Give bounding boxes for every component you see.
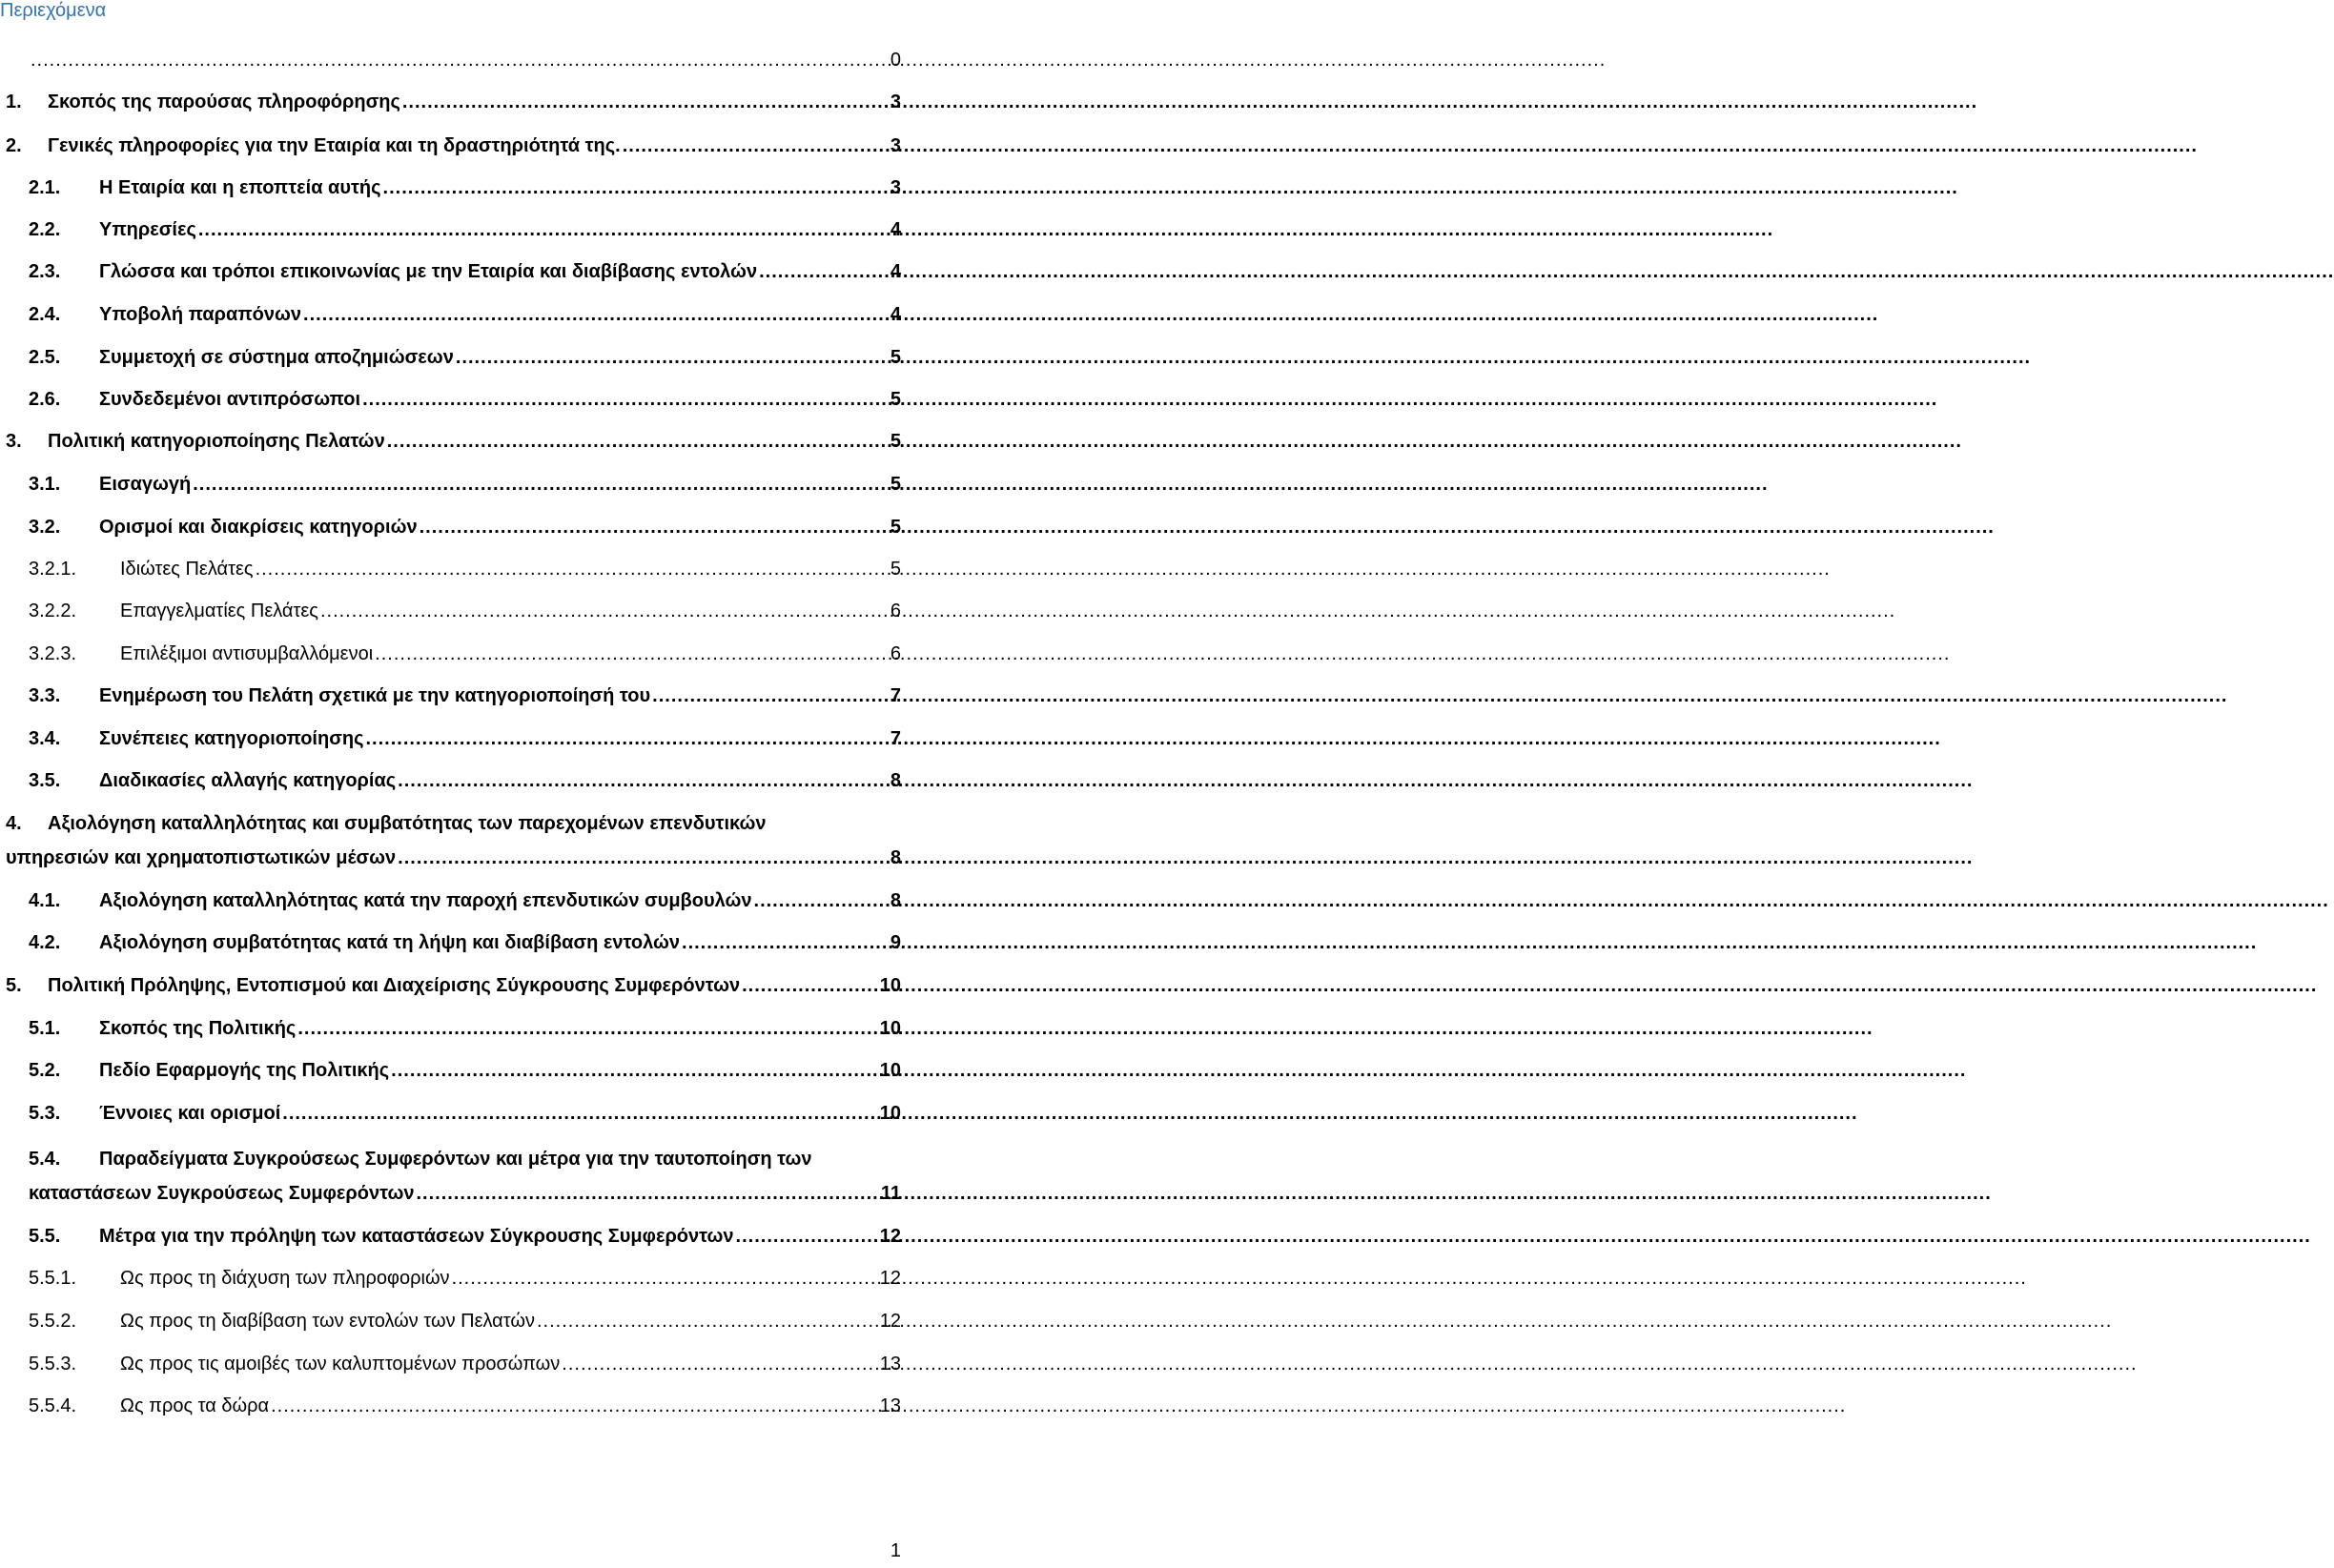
dot-leader bbox=[362, 387, 888, 412]
toc-label: Έννοιες και ορισμοί bbox=[99, 1103, 281, 1124]
toc-number: 5.1. bbox=[29, 1018, 61, 1039]
toc-entry[interactable] bbox=[29, 641, 901, 666]
toc-entry[interactable] bbox=[29, 1352, 901, 1376]
toc-number: 4. bbox=[6, 813, 22, 834]
toc-label-continued: υπηρεσιών και χρηματοπιστωτικών μέσων bbox=[6, 847, 397, 868]
toc-number: 2.3. bbox=[29, 261, 61, 282]
toc-entry[interactable] bbox=[6, 133, 901, 158]
toc-entry-line2[interactable] bbox=[29, 1181, 901, 1206]
toc-page-number: 6 bbox=[890, 643, 901, 664]
toc-label: Εισαγωγή bbox=[99, 474, 192, 495]
toc-entry[interactable] bbox=[29, 726, 901, 751]
dot-leader bbox=[537, 1309, 878, 1334]
toc-entry[interactable] bbox=[29, 1266, 901, 1291]
toc-page-number: 8 bbox=[890, 770, 901, 791]
toc-label: Ορισμοί και διακρίσεις κατηγοριών bbox=[99, 517, 418, 538]
page-number: 1 bbox=[890, 1540, 901, 1561]
toc-page-number: 5 bbox=[890, 389, 901, 410]
dot-leader bbox=[31, 48, 888, 72]
dot-leader bbox=[193, 472, 888, 497]
toc-number: 5.5.4. bbox=[29, 1395, 77, 1416]
toc-page-number: 11 bbox=[880, 1183, 901, 1204]
toc-heading: Περιεχόμενα bbox=[0, 0, 107, 21]
toc-label: Συνέπειες κατηγοριοποίησης bbox=[99, 728, 364, 749]
toc-label-continued: καταστάσεων Συγκρούσεως Συμφερόντων bbox=[29, 1183, 415, 1204]
dot-leader bbox=[366, 726, 889, 751]
toc-number: 5.4. bbox=[29, 1149, 61, 1170]
toc-number: 5.3. bbox=[29, 1103, 61, 1124]
toc-entry[interactable] bbox=[29, 1309, 901, 1334]
toc-number: 5.2. bbox=[29, 1060, 61, 1081]
toc-page-number: 5 bbox=[890, 559, 901, 580]
toc-page-number: 4 bbox=[890, 304, 901, 325]
toc-number: 3.2.3. bbox=[29, 643, 77, 664]
toc-page-number: 10 bbox=[879, 1060, 901, 1081]
toc-label: Η Εταιρία και η εποπτεία αυτής bbox=[99, 177, 381, 198]
toc-label: Επαγγελματίες Πελάτες bbox=[120, 601, 318, 621]
toc-entry[interactable] bbox=[29, 768, 901, 793]
toc-entry[interactable] bbox=[29, 1016, 901, 1041]
toc-page-number: 6 bbox=[890, 601, 901, 621]
toc-page-number: 13 bbox=[879, 1395, 901, 1416]
toc-entry-line1[interactable] bbox=[29, 1147, 901, 1171]
dot-leader bbox=[383, 175, 888, 200]
dot-leader bbox=[282, 1101, 877, 1126]
toc-number: 4.2. bbox=[29, 932, 61, 953]
toc-label: Σκοπός της Πολιτικής bbox=[99, 1018, 297, 1039]
toc-number: 2.4. bbox=[29, 304, 61, 325]
toc-entry[interactable] bbox=[29, 599, 901, 623]
toc-label: Ενημέρωση του Πελάτη σχετικά με την κατηγοριοποίησή του bbox=[99, 685, 651, 706]
dot-leader bbox=[754, 888, 888, 913]
toc-label: Υπηρεσίες bbox=[99, 219, 196, 240]
toc-page-number: 4 bbox=[890, 219, 901, 240]
toc-entry[interactable] bbox=[29, 259, 901, 284]
toc-entry[interactable] bbox=[6, 429, 901, 454]
toc-label: Μέτρα για την πρόληψη των καταστάσεων Σύγκρουσης Συμφερόντων bbox=[99, 1226, 734, 1247]
toc-page-number: 5 bbox=[890, 431, 901, 452]
toc-label: Παραδείγματα Συγκρούσεως Συμφερόντων και μέτρα για την ταυτοποίηση των bbox=[99, 1149, 812, 1170]
dot-leader bbox=[417, 1181, 879, 1206]
toc-number: 1. bbox=[6, 92, 22, 112]
toc-page-number: 10 bbox=[879, 1103, 901, 1124]
toc-entry[interactable] bbox=[29, 683, 901, 708]
toc-entry[interactable] bbox=[29, 48, 901, 72]
toc-label: Συμμετοχή σε σύστημα αποζημιώσεων bbox=[99, 347, 454, 368]
dot-leader bbox=[736, 1224, 878, 1249]
toc-number: 3. bbox=[6, 431, 22, 452]
toc-label: Ως προς τη διάχυση των πληροφοριών bbox=[120, 1268, 450, 1289]
toc-label: Γλώσσα και τρόποι επικοινωνίας με την Εταιρία και διαβίβασης εντολών bbox=[99, 261, 758, 282]
toc-page-number: 12 bbox=[879, 1226, 901, 1247]
toc-label: Πολιτική Πρόληψης, Εντοπισμού και Διαχείρισης Σύγκρουσης Συμφερόντων bbox=[48, 975, 741, 996]
toc-page-number: 5 bbox=[890, 347, 901, 368]
toc-number: 5.5.1. bbox=[29, 1268, 77, 1289]
toc-page-number: 7 bbox=[890, 685, 901, 706]
toc-label: Αξιολόγηση καταλληλότητας κατά την παροχή επενδυτικών συμβουλών bbox=[99, 890, 752, 911]
toc-number: 2. bbox=[6, 135, 22, 156]
toc-page-number: 5 bbox=[890, 517, 901, 538]
toc-page-number: 10 bbox=[879, 975, 901, 996]
toc-page-number: 12 bbox=[879, 1311, 901, 1332]
toc-page-number: 13 bbox=[879, 1354, 901, 1375]
dot-leader bbox=[320, 599, 888, 623]
dot-leader bbox=[742, 973, 878, 998]
toc-entry[interactable] bbox=[6, 90, 901, 114]
toc-page-number: 7 bbox=[890, 728, 901, 749]
dot-leader bbox=[198, 217, 888, 242]
dot-leader bbox=[652, 683, 888, 708]
toc-number: 5.5.3. bbox=[29, 1354, 77, 1375]
toc-entry[interactable] bbox=[29, 175, 901, 200]
toc-number: 2.6. bbox=[29, 389, 61, 410]
toc-label: Ως προς τη διαβίβαση των εντολών των Πελατών bbox=[120, 1311, 535, 1332]
toc-label: Πεδίο Εφαρμογής της Πολιτικής bbox=[99, 1060, 390, 1081]
toc-entry[interactable] bbox=[29, 1394, 901, 1418]
dot-leader bbox=[562, 1352, 877, 1376]
toc-entry[interactable] bbox=[29, 472, 901, 497]
dot-leader bbox=[271, 1394, 878, 1418]
dot-leader bbox=[375, 641, 888, 666]
dot-leader bbox=[759, 259, 888, 284]
toc-page-number: 4 bbox=[890, 261, 901, 282]
toc-page-number: 8 bbox=[890, 890, 901, 911]
toc-page-number: 3 bbox=[890, 92, 901, 112]
toc-number: 2.2. bbox=[29, 219, 61, 240]
toc-page-number: 5 bbox=[890, 474, 901, 495]
toc-number: 3.2. bbox=[29, 517, 61, 538]
toc-entry-line2[interactable] bbox=[6, 845, 901, 870]
toc-number: 5.5. bbox=[29, 1226, 61, 1247]
toc-label: Ως προς τις αμοιβές των καλυπτομένων προσώπων bbox=[120, 1354, 561, 1375]
dot-leader bbox=[623, 133, 888, 158]
dot-leader bbox=[391, 1058, 878, 1083]
toc-page-number: 9 bbox=[890, 932, 901, 953]
dot-leader bbox=[387, 429, 888, 454]
dot-leader bbox=[452, 1266, 878, 1291]
toc-entry[interactable] bbox=[29, 1101, 901, 1126]
toc-entry[interactable] bbox=[29, 888, 901, 913]
dot-leader bbox=[682, 930, 888, 955]
toc-entry[interactable] bbox=[29, 930, 901, 955]
toc-number: 5.5.2. bbox=[29, 1311, 77, 1332]
toc-number: 3.1. bbox=[29, 474, 61, 495]
toc-entry[interactable] bbox=[29, 387, 901, 412]
toc-label: Επιλέξιμοι αντισυμβαλλόμενοι bbox=[120, 643, 374, 664]
toc-number: 2.5. bbox=[29, 347, 61, 368]
toc-entry[interactable] bbox=[29, 515, 901, 540]
toc-label: Γενικές πληροφορίες για την Εταιρία και τη δραστηριότητά της. bbox=[48, 135, 621, 156]
toc-number: 2.1. bbox=[29, 177, 61, 198]
toc-page-number: 10 bbox=[879, 1018, 901, 1039]
toc-entry[interactable] bbox=[29, 1224, 901, 1249]
toc-label: Ως προς τα δώρα bbox=[120, 1395, 270, 1416]
toc-label: Αξιολόγηση καταλληλότητας και συμβατότητας των παρεχομένων επενδυτικών bbox=[48, 813, 767, 834]
toc-number: 3.2.1. bbox=[29, 559, 77, 580]
toc-entry-line1[interactable] bbox=[6, 811, 901, 836]
toc-entry[interactable] bbox=[29, 217, 901, 242]
toc-label: Διαδικασίες αλλαγής κατηγορίας bbox=[99, 770, 397, 791]
toc-label: Ιδιώτες Πελάτες bbox=[120, 559, 254, 580]
dot-leader bbox=[420, 515, 888, 540]
toc-label: Πολιτική κατηγοριοποίησης Πελατών bbox=[48, 431, 385, 452]
toc-page-number: 3 bbox=[890, 135, 901, 156]
toc-number: 3.3. bbox=[29, 685, 61, 706]
toc-label: Συνδεδεμένοι αντιπρόσωποι bbox=[99, 389, 361, 410]
toc-label: Αξιολόγηση συμβατότητας κατά τη λήψη και διαβίβαση εντολών bbox=[99, 932, 681, 953]
toc-number: 3.4. bbox=[29, 728, 61, 749]
toc-page-number: 3 bbox=[890, 177, 901, 198]
toc-page-number: 8 bbox=[890, 847, 901, 868]
toc-label: Σκοπός της παρούσας πληροφόρησης bbox=[48, 92, 400, 112]
dot-leader bbox=[398, 768, 888, 793]
toc-page-number: 0 bbox=[890, 50, 901, 71]
toc-number: 3.2.2. bbox=[29, 601, 77, 621]
toc-number: 5. bbox=[6, 975, 22, 996]
toc-number: 4.1. bbox=[29, 890, 61, 911]
dot-leader bbox=[402, 90, 888, 114]
toc-label: Υποβολή παραπόνων bbox=[99, 304, 302, 325]
toc-entry[interactable] bbox=[6, 973, 901, 998]
dot-leader bbox=[303, 302, 888, 327]
dot-leader bbox=[456, 345, 888, 370]
toc-entry[interactable] bbox=[29, 345, 901, 370]
toc-entry[interactable] bbox=[29, 302, 901, 327]
toc-entry[interactable] bbox=[29, 557, 901, 581]
toc-entry[interactable] bbox=[29, 1058, 901, 1083]
toc-number: 3.5. bbox=[29, 770, 61, 791]
toc-page-number: 12 bbox=[879, 1268, 901, 1289]
dot-leader bbox=[398, 845, 888, 870]
dot-leader bbox=[256, 557, 888, 581]
dot-leader bbox=[297, 1016, 877, 1041]
